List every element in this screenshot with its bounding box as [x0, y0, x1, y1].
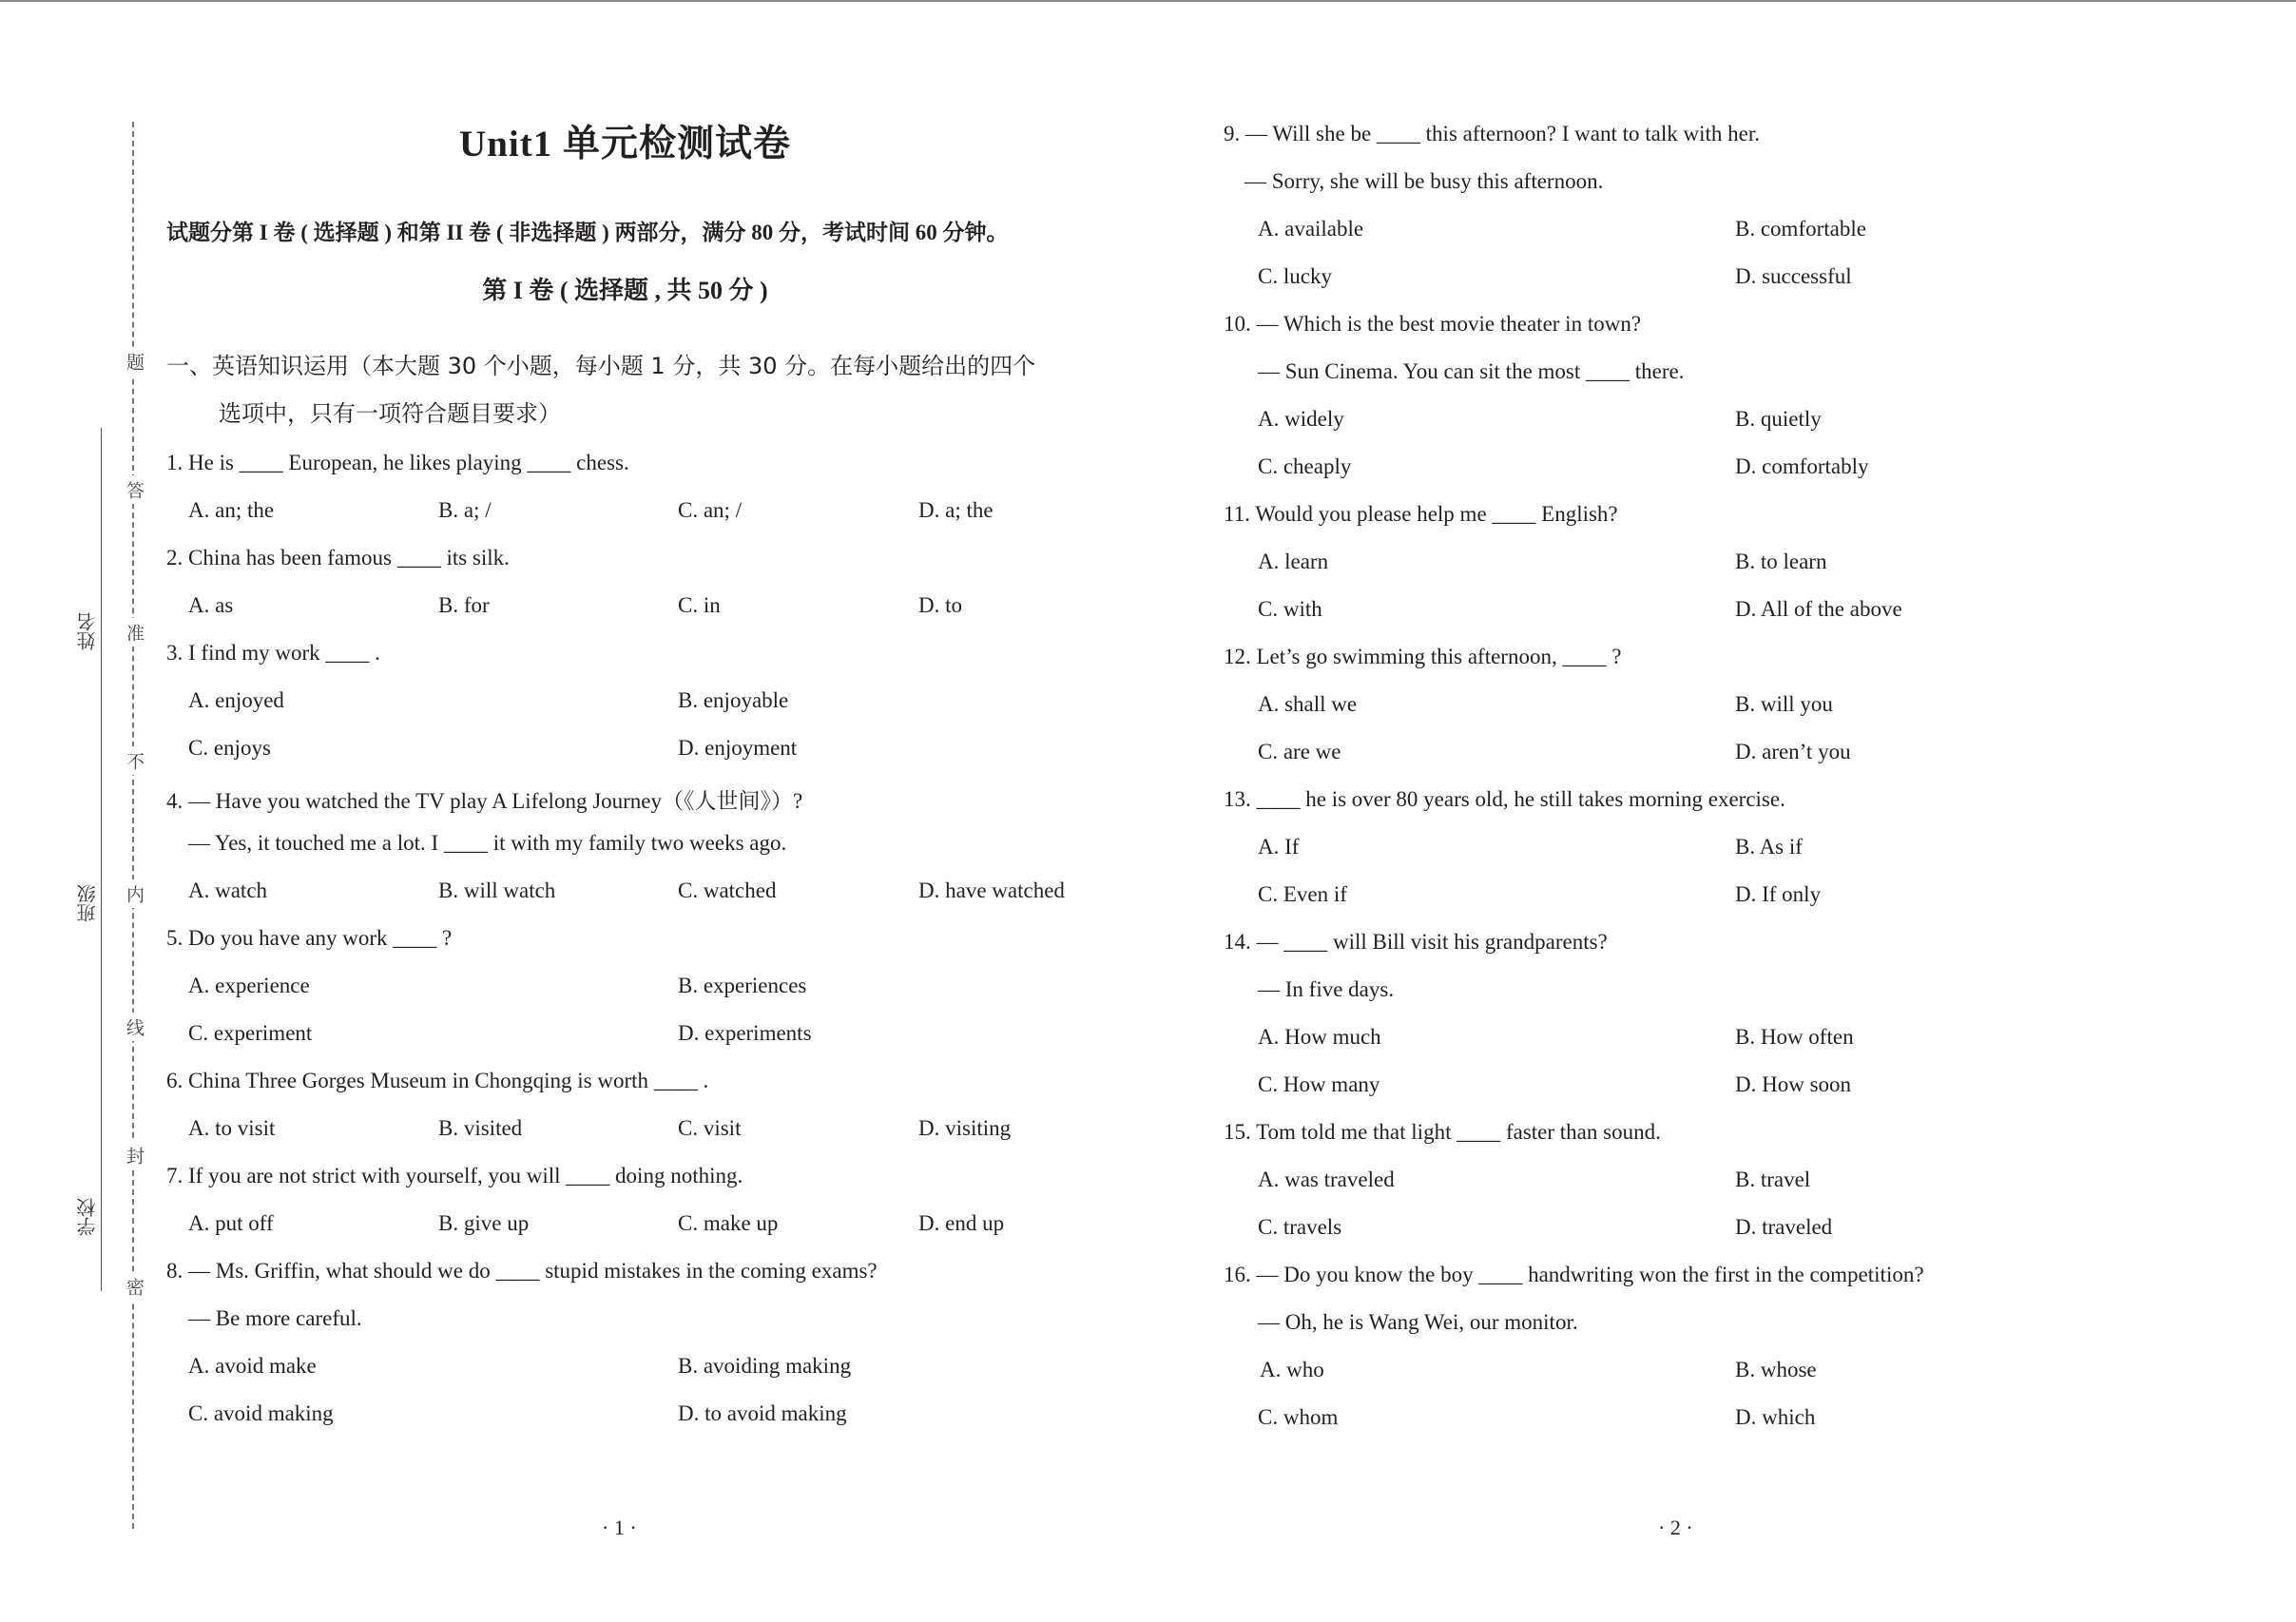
question-6: 6. China Three Gorges Museum in Chongqing is worth ____ . [166, 1069, 709, 1092]
option-d[interactable]: D. How soon [1735, 1072, 1852, 1096]
option-a[interactable]: A. If [1258, 835, 1300, 859]
section-heading [166, 342, 1035, 437]
options-4 [188, 879, 1187, 911]
options-7 [188, 1211, 1187, 1244]
option-b[interactable]: B. quietly [1735, 407, 1822, 431]
options-1 [188, 498, 1187, 531]
option-a[interactable]: A. How much [1258, 1025, 1381, 1049]
options-15-row-2 [1258, 1215, 2113, 1247]
option-b[interactable]: B. for [438, 593, 490, 617]
option-b[interactable]: B. give up [438, 1211, 530, 1235]
seal-line [132, 122, 134, 1529]
seal-char: 不 [120, 746, 146, 775]
options-11-row-2 [1258, 597, 2113, 629]
options-2 [188, 593, 1187, 626]
option-c[interactable]: C. enjoys [188, 736, 271, 760]
top-border [0, 0, 2296, 2]
options-13-row-2 [1258, 882, 2113, 915]
option-d[interactable]: D. a; the [918, 498, 994, 522]
seal-char: 内 [120, 879, 146, 908]
option-b[interactable]: B. comfortable [1735, 217, 1866, 241]
option-a[interactable]: A. learn [1258, 550, 1329, 573]
options-3 [188, 688, 1187, 721]
question-2: 2. China has been famous ____ its silk. [166, 546, 510, 570]
options-9-row-2 [1258, 264, 2113, 297]
name-field-line [101, 428, 102, 713]
options-8-row-2 [188, 1401, 1187, 1434]
option-a[interactable]: A. widely [1258, 407, 1344, 431]
option-d[interactable]: D. enjoyment [678, 736, 798, 760]
options-5 [188, 974, 1187, 1006]
page-number-2: · 2 · [1658, 1516, 1693, 1539]
seal-char: 答 [120, 475, 146, 504]
options-12-row-2 [1258, 740, 2113, 772]
option-a[interactable]: A. as [188, 593, 234, 617]
options-16 [1258, 1358, 2113, 1390]
options-14-row-2 [1258, 1072, 2113, 1105]
question-9-line-2: — Sorry, she will be busy this afternoon. [1244, 169, 1604, 193]
option-a[interactable]: A. put off [188, 1211, 274, 1235]
option-c[interactable]: C. cheaply [1258, 454, 1352, 478]
options-11 [1258, 550, 2113, 582]
option-c[interactable]: C. avoid making [188, 1401, 334, 1425]
options-3-row-2 [188, 736, 1187, 768]
option-d[interactable]: D. experiments [678, 1021, 812, 1045]
question-16: 16. — Do you know the boy ____ handwriting won the first in the competition? [1224, 1263, 1924, 1286]
options-10 [1258, 407, 2113, 439]
option-d[interactable]: D. aren’t you [1735, 740, 1851, 763]
option-c[interactable]: C. an; / [678, 498, 743, 522]
class-field-label: 班级 [78, 884, 99, 922]
question-11: 11. Would you please help me ____ English? [1224, 502, 1618, 526]
option-d[interactable]: D. to [918, 593, 962, 617]
option-c[interactable]: C. are we [1258, 740, 1341, 763]
class-field-line [101, 692, 102, 987]
option-c[interactable]: C. lucky [1258, 264, 1332, 288]
question-5: 5. Do you have any work ____ ? [166, 926, 453, 950]
option-a[interactable]: A. avoid make [188, 1354, 317, 1378]
question-16-line-2: — Oh, he is Wang Wei, our monitor. [1258, 1310, 1578, 1334]
option-c[interactable]: C. in [678, 593, 721, 617]
options-10-row-2 [1258, 454, 2113, 487]
option-c[interactable]: C. visit [678, 1116, 742, 1140]
option-a[interactable]: A. an; the [188, 498, 275, 522]
options-8 [188, 1354, 1187, 1386]
option-c[interactable]: C. How many [1258, 1072, 1380, 1096]
options-12 [1258, 692, 2113, 724]
option-b[interactable]: B. avoiding making [678, 1354, 852, 1378]
option-b[interactable]: B. to learn [1735, 550, 1827, 573]
option-c[interactable]: C. with [1258, 597, 1322, 621]
seal-char: 线 [120, 1013, 146, 1041]
option-a[interactable]: A. experience [188, 974, 310, 997]
option-b[interactable]: B. How often [1735, 1025, 1854, 1049]
options-6 [188, 1116, 1187, 1149]
options-5-row-2 [188, 1021, 1187, 1053]
seal-char: 密 [120, 1272, 146, 1301]
option-a[interactable]: A. was traveled [1258, 1168, 1395, 1191]
option-d[interactable]: D. traveled [1735, 1215, 1833, 1239]
option-a[interactable]: A. who [1260, 1358, 1324, 1381]
seal-char: 封 [120, 1141, 146, 1169]
question-3: 3. I find my work ____ . [166, 641, 380, 665]
option-b[interactable]: B. enjoyable [678, 688, 789, 712]
question-4-line-2: — Yes, it touched me a lot. I ____ it with my family two weeks ago. [188, 831, 787, 855]
option-c[interactable]: C. watched [678, 879, 777, 902]
question-13: 13. ____ he is over 80 years old, he still takes morning exercise. [1224, 787, 1785, 811]
option-a[interactable]: A. enjoyed [188, 688, 284, 712]
option-b[interactable]: B. travel [1735, 1168, 1811, 1191]
option-b[interactable]: B. a; / [438, 498, 492, 522]
section-line-1: 一、英语知识运用（本大题 30 个小题，每小题 1 分，共 30 分。在每小题给出的四个 [166, 353, 1036, 379]
option-a[interactable]: A. shall we [1258, 692, 1358, 716]
question-8: 8. — Ms. Griffin, what should we do ____ stupid mistakes in the coming exams? [166, 1259, 878, 1283]
option-c[interactable]: C. whom [1258, 1405, 1339, 1429]
option-d[interactable]: D. end up [918, 1211, 1005, 1235]
page-title: Unit1 单元检测试卷 [459, 124, 791, 164]
option-b[interactable]: B. will you [1735, 692, 1833, 716]
question-15: 15. Tom told me that light ____ faster than sound. [1224, 1120, 1661, 1144]
option-a[interactable]: A. to visit [188, 1116, 276, 1140]
part-heading: 第 I 卷 ( 选择题 , 共 50 分 ) [482, 277, 768, 304]
question-14-line-2: — In five days. [1258, 977, 1395, 1001]
name-field-label: 姓名 [78, 612, 99, 650]
question-7: 7. If you are not strict with yourself, you will ____ doing nothing. [166, 1164, 743, 1188]
option-b[interactable]: B. experiences [678, 974, 807, 997]
question-10: 10. — Which is the best movie theater in town? [1224, 312, 1642, 336]
option-c[interactable]: C. Even if [1258, 882, 1347, 906]
question-10-line-2: — Sun Cinema. You can sit the most ____ there. [1258, 359, 1685, 383]
question-14: 14. — ____ will Bill visit his grandparents? [1224, 930, 1608, 954]
option-a[interactable]: A. watch [188, 879, 268, 902]
option-d[interactable]: D. visiting [918, 1116, 1012, 1140]
option-d[interactable]: D. to avoid making [678, 1401, 847, 1425]
option-b[interactable]: B. visited [438, 1116, 523, 1140]
binding-margin [57, 114, 162, 1540]
option-d[interactable]: D. which [1735, 1405, 1816, 1429]
options-15 [1258, 1168, 2113, 1200]
question-8-line-2: — Be more careful. [188, 1306, 362, 1330]
option-d[interactable]: D. If only [1735, 882, 1822, 906]
exam-intro: 试题分第 I 卷 ( 选择题 ) 和第 II 卷 ( 非选择题 ) 两部分，满分 80 分，考试时间 60 分钟。 [166, 221, 1009, 244]
page-number-1: · 1 · [602, 1516, 637, 1539]
option-c[interactable]: C. travels [1258, 1215, 1342, 1239]
question-9: 9. — Will she be ____ this afternoon? I want to talk with her. [1224, 122, 1760, 145]
options-13 [1258, 835, 2113, 867]
option-d[interactable]: D. comfortably [1735, 454, 1869, 478]
option-b[interactable]: B. As if [1735, 835, 1803, 859]
option-b[interactable]: B. whose [1735, 1358, 1817, 1381]
option-b[interactable]: B. will watch [438, 879, 556, 902]
option-d[interactable]: D. All of the above [1735, 597, 1902, 621]
question-1: 1. He is ____ European, he likes playing ____ chess. [166, 451, 629, 474]
question-4: 4. — Have you watched the TV play A Lifelong Journey（《人世间》）? [166, 789, 803, 813]
options-16-row-2 [1258, 1405, 2113, 1438]
seal-char: 题 [120, 347, 146, 376]
school-field-line [101, 977, 102, 1291]
options-14 [1258, 1025, 2113, 1057]
option-d[interactable]: D. successful [1735, 264, 1852, 288]
seal-char: 准 [120, 618, 146, 647]
option-c[interactable]: C. experiment [188, 1021, 313, 1045]
options-9 [1258, 217, 2113, 249]
option-a[interactable]: A. available [1258, 217, 1364, 241]
section-line-2: 选项中，只有一项符合题目要求） [219, 400, 561, 427]
school-field-label: 学校 [78, 1198, 99, 1236]
question-12: 12. Let’s go swimming this afternoon, ____ ? [1224, 645, 1622, 668]
option-d[interactable]: D. have watched [918, 879, 1065, 902]
option-c[interactable]: C. make up [678, 1211, 779, 1235]
